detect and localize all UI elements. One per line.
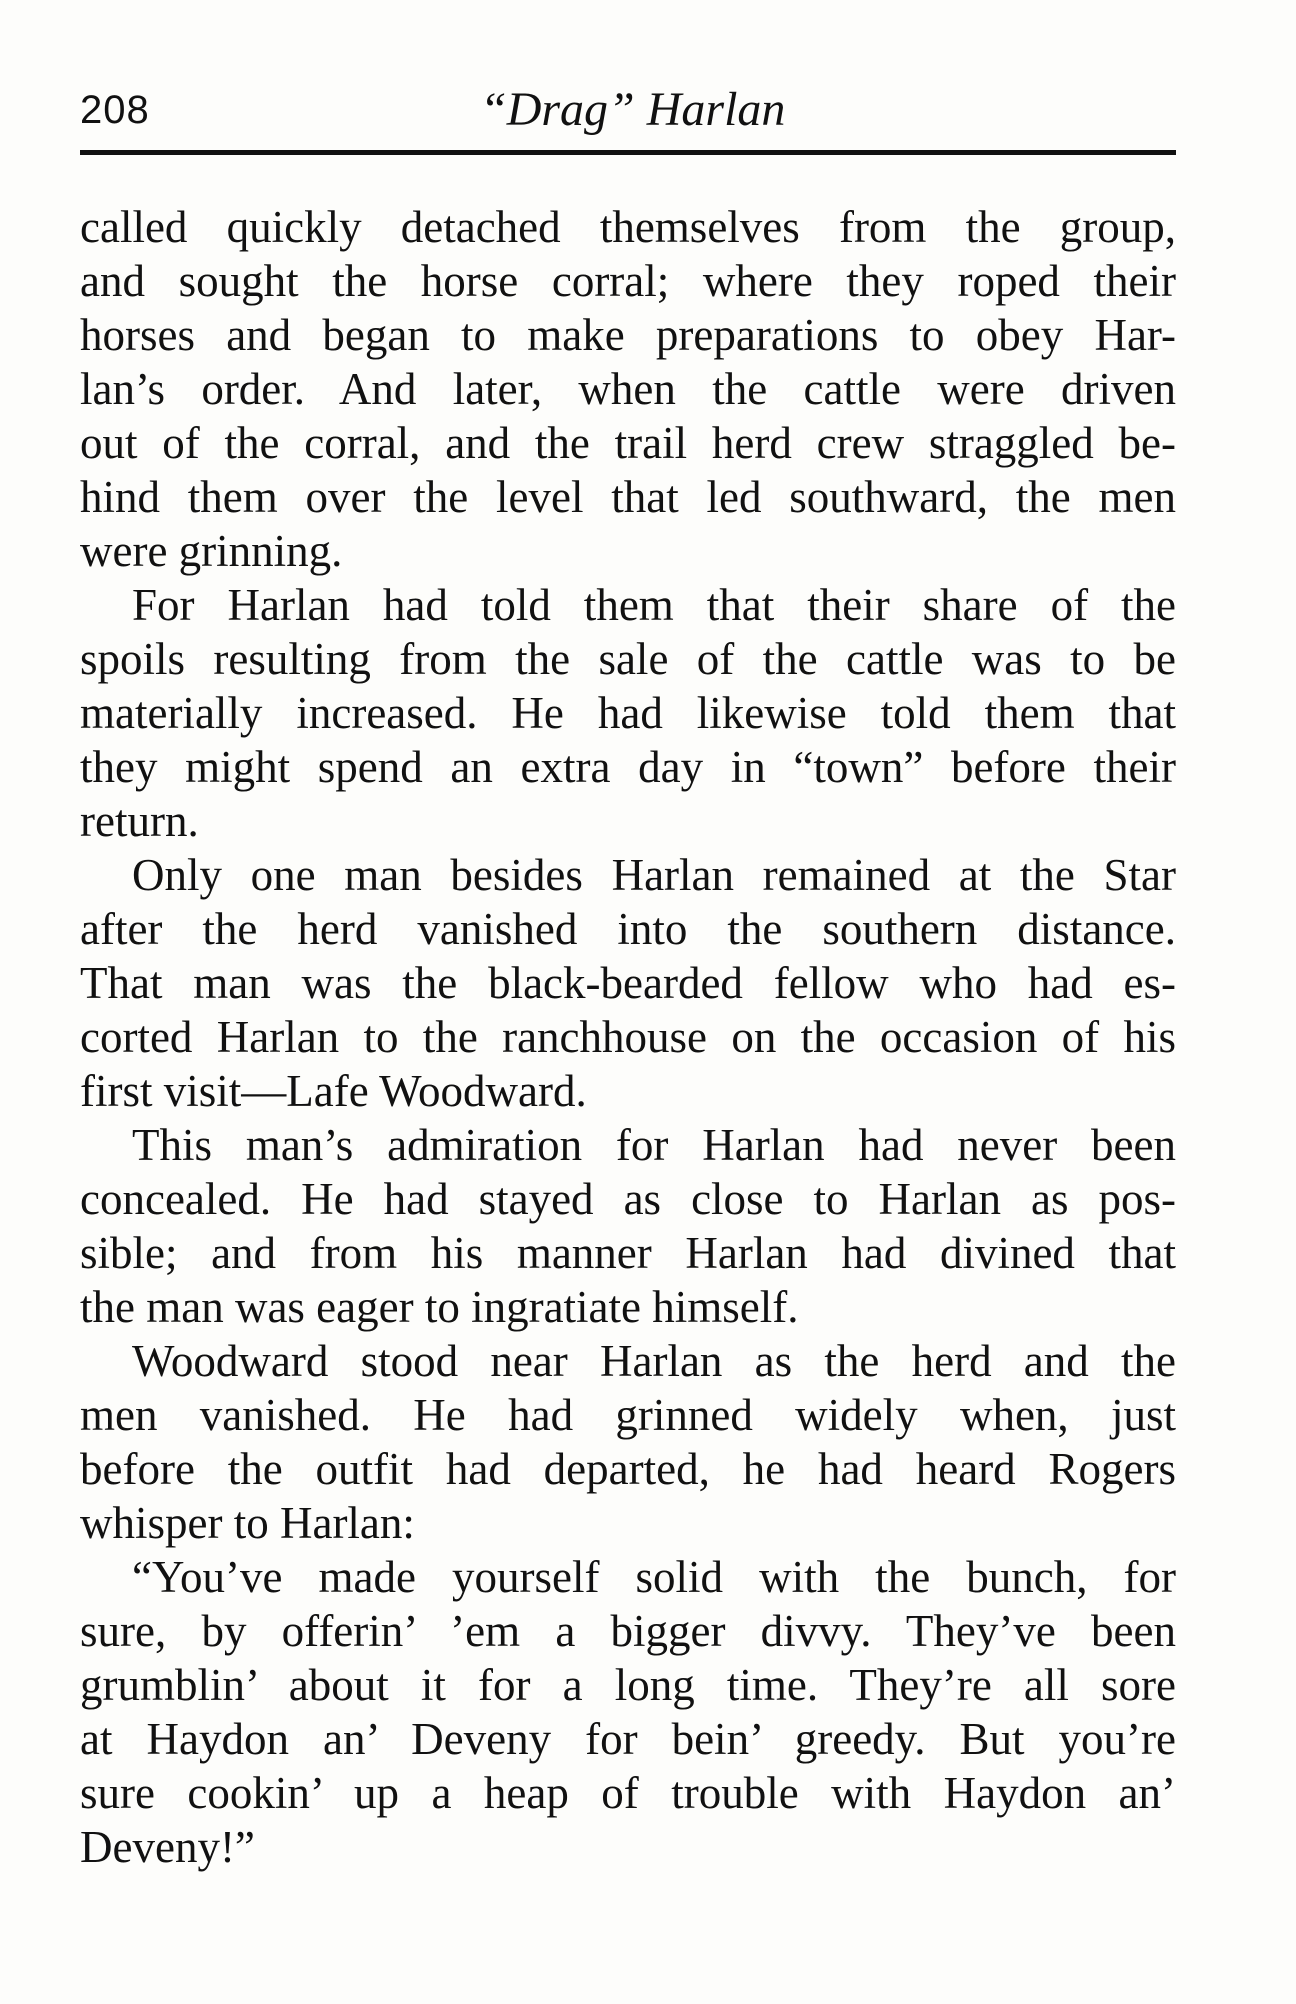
text-line: horses and began to make preparations to obey Har- bbox=[80, 310, 1176, 360]
text-line: and sought the horse corral; where they roped their bbox=[80, 256, 1176, 306]
text-line: That man was the black-bearded fellow who had es- bbox=[80, 958, 1176, 1008]
paragraph-start-line: Woodward stood near Harlan as the herd and the bbox=[132, 1336, 1176, 1386]
text-line: return. bbox=[80, 796, 199, 846]
text-line: grumblin’ about it for a long time. They’re all sore bbox=[80, 1660, 1176, 1710]
text-line: men vanished. He had grinned widely when, just bbox=[80, 1390, 1176, 1440]
text-line: the man was eager to ingratiate himself. bbox=[80, 1282, 799, 1332]
text-line: spoils resulting from the sale of the cattle was to be bbox=[80, 634, 1176, 684]
text-line: first visit—Lafe Woodward. bbox=[80, 1066, 587, 1116]
header-rule bbox=[80, 150, 1176, 155]
text-line: whisper to Harlan: bbox=[80, 1498, 415, 1548]
text-line: at Haydon an’ Deveny for bein’ greedy. But you’re bbox=[80, 1714, 1176, 1764]
text-line: sible; and from his manner Harlan had divined that bbox=[80, 1228, 1176, 1278]
text-line: materially increased. He had likewise told them that bbox=[80, 688, 1176, 738]
text-line: Deveny!” bbox=[80, 1822, 255, 1872]
paragraph-start-line: “You’ve made yourself solid with the bunch, for bbox=[132, 1552, 1176, 1602]
text-line: sure cookin’ up a heap of trouble with Haydon an’ bbox=[80, 1768, 1176, 1818]
paragraph-start-line: For Harlan had told them that their share of the bbox=[132, 580, 1176, 630]
page-header bbox=[80, 82, 1176, 142]
text-line: were grinning. bbox=[80, 526, 343, 576]
text-line: before the outfit had departed, he had heard Rogers bbox=[80, 1444, 1176, 1494]
text-line: hind them over the level that led southward, the men bbox=[80, 472, 1176, 522]
text-line: sure, by offerin’ ’em a bigger divvy. They’ve been bbox=[80, 1606, 1176, 1656]
text-line: corted Harlan to the ranchhouse on the occasion of his bbox=[80, 1012, 1176, 1062]
text-line: lan’s order. And later, when the cattle were driven bbox=[80, 364, 1176, 414]
text-line: concealed. He had stayed as close to Harlan as pos- bbox=[80, 1174, 1176, 1224]
text-line: after the herd vanished into the southern distance. bbox=[80, 904, 1176, 954]
body-text bbox=[80, 200, 1176, 1874]
text-line: called quickly detached themselves from the group, bbox=[80, 202, 1176, 252]
text-line: they might spend an extra day in “town” before their bbox=[80, 742, 1176, 792]
paragraph-start-line: This man’s admiration for Harlan had never been bbox=[132, 1120, 1176, 1170]
text-line: out of the corral, and the trail herd crew straggled be- bbox=[80, 418, 1176, 468]
page-number: 208 bbox=[80, 88, 150, 132]
paragraph-start-line: Only one man besides Harlan remained at the Star bbox=[132, 850, 1176, 900]
running-title: “Drag” Harlan bbox=[480, 83, 786, 136]
